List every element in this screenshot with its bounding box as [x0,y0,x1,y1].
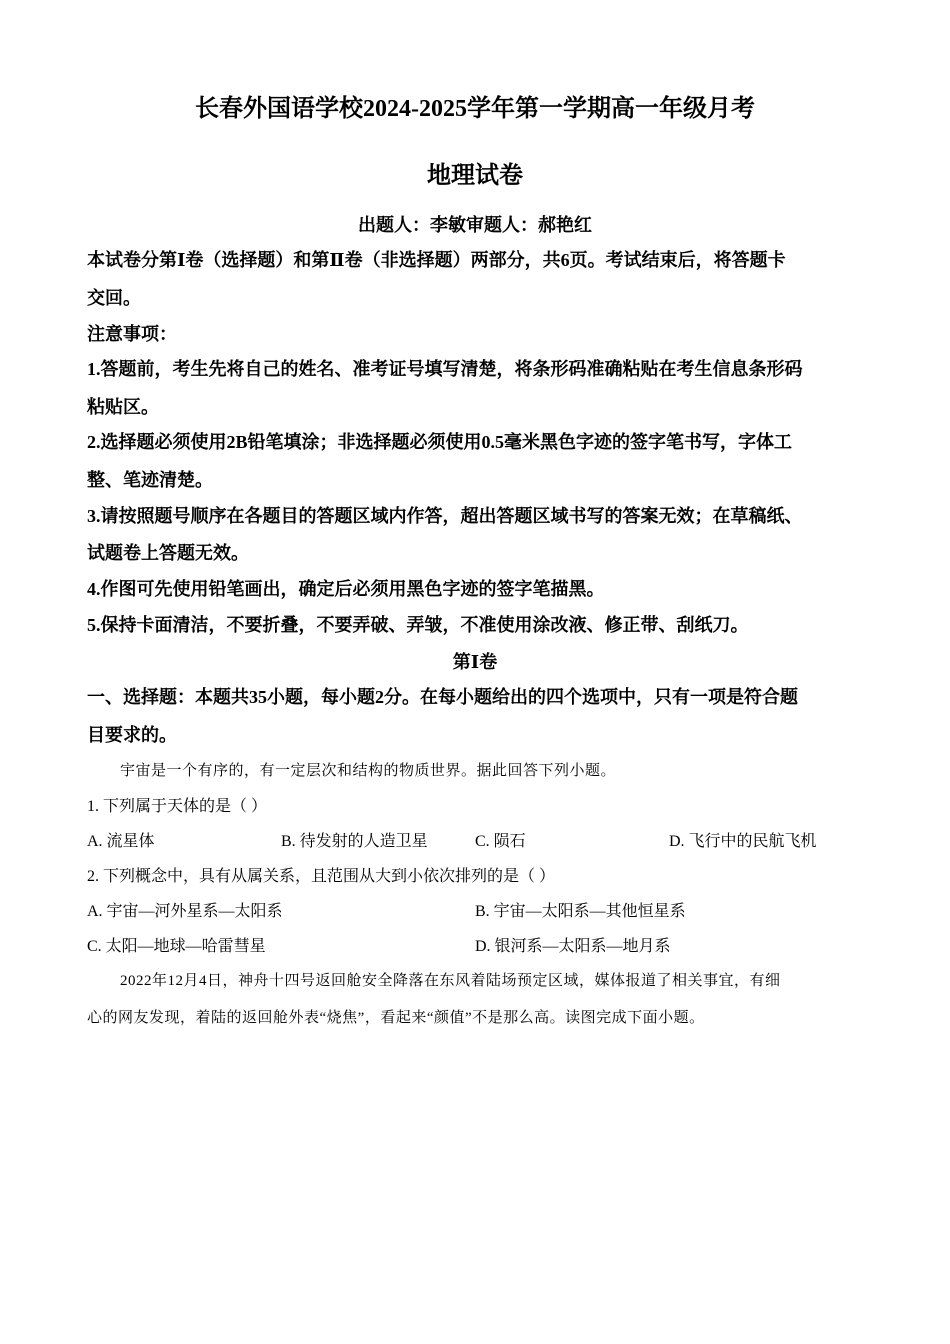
question-1-stem: 1. 下列属于天体的是（ ） [87,798,268,815]
question-2-option-c: C. 太阳—地球—哈雷彗星 [87,938,266,955]
authors-line: 出题人：李敏审题人：郝艳红 [358,215,592,235]
passage-2-line-2: 心的网友发现，着陆的返回舱外表“烧焦”，看起来“颜值”不是那么高。读图完成下面小题。 [87,1010,705,1026]
question-1-option-d: D. 飞行中的民航飞机 [669,833,817,850]
question-1-option-c: C. 陨石 [475,833,526,850]
question-2-option-a: A. 宇宙—河外星系—太阳系 [87,903,283,920]
question-2-option-b: B. 宇宙—太阳系—其他恒星系 [475,903,686,920]
note-3-line-2: 试题卷上答题无效。 [87,543,249,563]
note-4: 4.作图可先使用铅笔画出，确定后必须用黑色字迹的签字笔描黑。 [87,579,605,599]
section-heading-line-2: 目要求的。 [87,725,177,745]
exam-title: 长春外国语学校2024-2025学年第一学期高一年级月考 [195,96,755,122]
note-5: 5.保持卡面清洁，不要折叠，不要弄破、弄皱，不准使用涂改液、修正带、刮纸刀。 [87,615,749,635]
section-heading-line-1: 一、选择题：本题共35小题，每小题2分。在每小题给出的四个选项中，只有一项是符合题 [87,687,798,707]
question-2-option-d: D. 银河系—太阳系—地月系 [475,938,671,955]
note-2-line-2: 整、笔迹清楚。 [87,470,213,490]
question-2-stem: 2. 下列概念中，具有从属关系，且范围从大到小依次排列的是（ ） [87,868,556,885]
volume-heading: 第Ⅰ卷 [452,652,498,672]
notes-heading: 注意事项： [87,324,177,344]
passage-2-line-1: 2022年12月4日，神舟十四号返回舱安全降落在东风着陆场预定区域，媒体报道了相关事宜，有细 [120,973,781,989]
note-1-line-1: 1.答题前，考生先将自己的姓名、准考证号填写清楚，将条形码准确粘贴在考生信息条形码 [87,359,803,379]
subject-title: 地理试卷 [427,163,523,189]
intro-line-1: 本试卷分第Ⅰ卷（选择题）和第Ⅱ卷（非选择题）两部分，共6页。考试结束后，将答题卡 [87,250,786,270]
question-1-option-b: B. 待发射的人造卫星 [281,833,428,850]
note-3-line-1: 3.请按照题号顺序在各题目的答题区域内作答，超出答题区域书写的答案无效；在草稿纸、 [87,506,803,526]
passage-1: 宇宙是一个有序的，有一定层次和结构的物质世界。据此回答下列小题。 [120,763,617,779]
note-1-line-2: 粘贴区。 [87,397,159,417]
intro-line-2: 交回。 [87,288,141,308]
question-1-option-a: A. 流星体 [87,833,155,850]
note-2-line-1: 2.选择题必须使用2B铅笔填涂；非选择题必须使用0.5毫米黑色字迹的签字笔书写，字体工 [87,432,793,452]
